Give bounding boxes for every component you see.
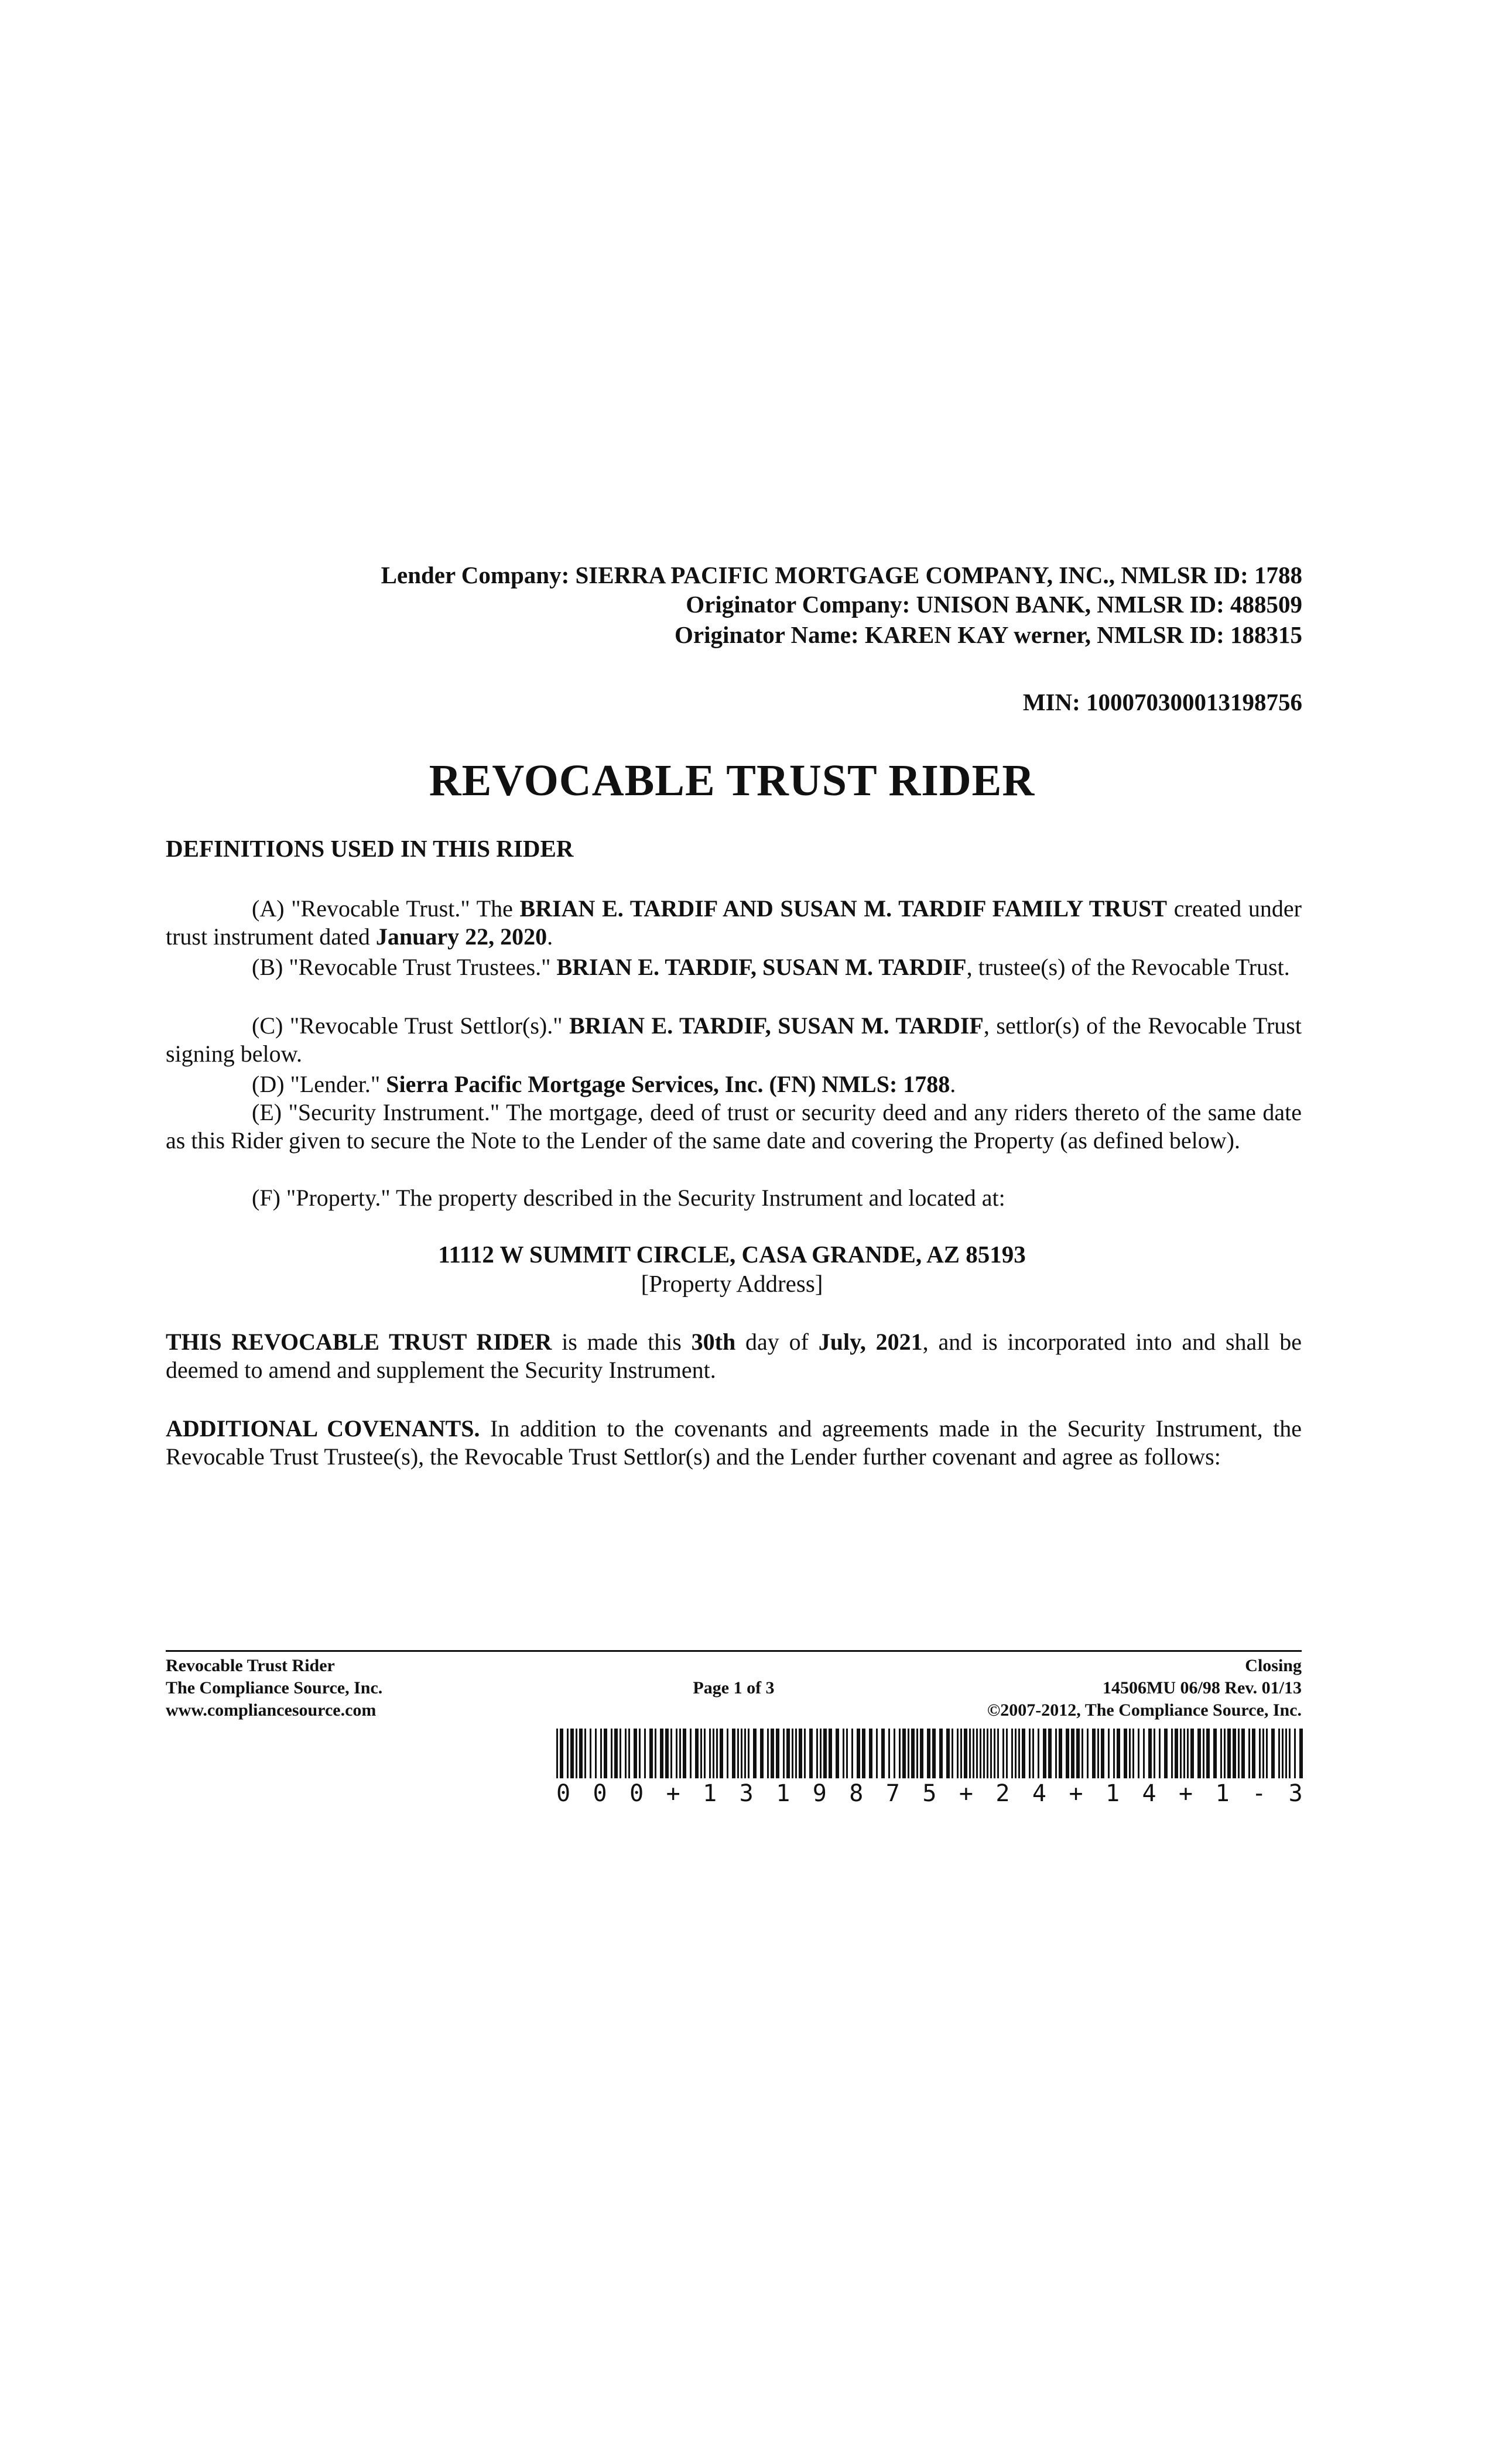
originator-company: Originator Company: UNISON BANK, NMLSR ID: 488509 (686, 591, 1302, 618)
barcode-bar (1022, 1729, 1025, 1778)
barcode-bar (709, 1729, 711, 1778)
barcode-digit: + (959, 1780, 973, 1807)
barcode-digit: + (1069, 1780, 1083, 1807)
barcode-bar (836, 1729, 839, 1778)
footer-website: www.compliancesource.com (166, 1700, 377, 1720)
trust-name: BRIAN E. TARDIF AND SUSAN M. TARDIF FAMILY TRUST (519, 895, 1168, 922)
barcode-bar (1108, 1729, 1110, 1778)
barcode-bar (1011, 1729, 1013, 1778)
barcode-bar (1252, 1729, 1255, 1778)
property-address: 11112 W SUMMIT CIRCLE, CASA GRANDE, AZ 85193 (438, 1241, 1026, 1268)
barcode-bar (869, 1729, 872, 1778)
barcode-digit: 0 (556, 1780, 571, 1807)
barcode-bar (1164, 1729, 1168, 1778)
barcode-bar (987, 1729, 988, 1778)
barcode-bar (920, 1729, 923, 1778)
barcode-bar (1187, 1729, 1189, 1778)
lender-company: Lender Company: SIERRA PACIFIC MORTGAGE COMPANY, INC., NMLSR ID: 1788 (381, 562, 1302, 588)
barcode-bar (767, 1729, 769, 1778)
barcode-bar (1282, 1729, 1284, 1778)
lender-name: Sierra Pacific Mortgage Services, Inc. (FN) NMLS: 1788 (386, 1071, 950, 1097)
barcode-digit: 7 (885, 1780, 900, 1807)
document-title: REVOCABLE TRUST RIDER (429, 756, 1035, 805)
barcode-bar (1203, 1729, 1204, 1778)
barcode-bar (1124, 1729, 1127, 1778)
barcode-bar (994, 1729, 995, 1778)
barcode-bar (980, 1729, 981, 1778)
barcode-bar (862, 1729, 865, 1778)
barcode-bar (737, 1729, 739, 1778)
barcode-bar (649, 1729, 653, 1778)
footer-rule (166, 1650, 1302, 1652)
barcode-bar (1092, 1729, 1096, 1778)
barcode-bar (1132, 1729, 1134, 1778)
barcode-bar (748, 1729, 750, 1778)
barcode-digit: 4 (1142, 1780, 1156, 1807)
barcode-bar (771, 1729, 774, 1778)
property-address-label: [Property Address] (641, 1270, 823, 1297)
barcode-bar (1015, 1729, 1017, 1778)
barcode-bar (567, 1729, 569, 1778)
min-number: MIN: 100070300013198756 (1022, 689, 1302, 716)
barcode-bar (1241, 1729, 1245, 1778)
definition-f: (F) "Property." The property described in the Security Instrument and located at: (252, 1185, 1005, 1211)
barcode-bar (1171, 1729, 1173, 1778)
barcode-bar (704, 1729, 706, 1778)
barcode-bar (1220, 1729, 1222, 1778)
barcode-bar (590, 1729, 591, 1778)
footer-form-code: 14506MU 06/98 Rev. 01/13 (1103, 1678, 1302, 1698)
definition-d (166, 1070, 1302, 1098)
barcode-bar (908, 1729, 909, 1778)
barcode-bar (1190, 1729, 1194, 1778)
barcode-bar (595, 1729, 597, 1778)
barcode-bar (809, 1729, 813, 1778)
trust-date: January 22, 2020 (375, 923, 547, 950)
barcode-bar (973, 1729, 974, 1778)
barcode-bar (804, 1729, 806, 1778)
definition-d-post: . (950, 1071, 956, 1097)
barcode-bar (957, 1729, 959, 1778)
definition-a-mid: created under trust instrument dated (166, 895, 1302, 950)
page-footer (166, 1655, 1302, 1722)
barcode-bar (1262, 1729, 1264, 1778)
barcode-bar (1294, 1729, 1296, 1778)
barcode-bar (665, 1729, 669, 1778)
barcode-bar (614, 1729, 618, 1778)
definition-c (166, 1012, 1302, 1068)
barcode-bar (679, 1729, 681, 1778)
barcode-bar (783, 1729, 785, 1778)
covenants-heading: ADDITIONAL COVENANTS. (166, 1415, 480, 1442)
barcode-bar (1006, 1729, 1008, 1778)
rider-text-2: day of (735, 1329, 819, 1355)
barcode-bar (556, 1729, 558, 1778)
barcode-bar (1113, 1729, 1115, 1778)
barcode-bar (1278, 1729, 1280, 1778)
barcode-bar (1299, 1729, 1303, 1778)
barcode-digit: 3 (1288, 1780, 1303, 1807)
originator-name: Originator Name: KAREN KAY werner, NMLSR ID: 188315 (674, 621, 1302, 648)
barcode-bar (857, 1729, 860, 1778)
barcode-digit: 3 (739, 1780, 754, 1807)
definition-b-pre: (B) "Revocable Trust Trustees." (252, 954, 557, 980)
barcode-digit: 8 (849, 1780, 864, 1807)
barcode-digit: 1 (776, 1780, 790, 1807)
barcode-bar (690, 1729, 692, 1778)
definition-c-pre: (C) "Revocable Trust Settlor(s)." (252, 1012, 570, 1039)
barcode-bar (932, 1729, 936, 1778)
barcode-bar (716, 1729, 718, 1778)
barcode-bar (1082, 1729, 1083, 1778)
barcode-bar (720, 1729, 723, 1778)
barcode-digit: - (1252, 1780, 1267, 1807)
barcode-bar (964, 1729, 967, 1778)
barcode-bar (1018, 1729, 1020, 1778)
definitions-heading: DEFINITIONS USED IN THIS RIDER (166, 835, 574, 862)
barcode-bar (744, 1729, 746, 1778)
barcode-bar (902, 1729, 906, 1778)
barcode-bar (628, 1729, 630, 1778)
definition-d-pre: (D) "Lender." (252, 1071, 386, 1097)
barcode-bar (795, 1729, 797, 1778)
barcode-bar (760, 1729, 764, 1778)
additional-covenants (166, 1415, 1302, 1471)
barcode-bar (604, 1729, 607, 1778)
footer-company: The Compliance Source, Inc. (166, 1678, 383, 1698)
trustee-names: BRIAN E. TARDIF, SUSAN M. TARDIF (556, 954, 967, 980)
barcode-bar (1175, 1729, 1178, 1778)
barcode-bar (1259, 1729, 1261, 1778)
barcode-bar (786, 1729, 790, 1778)
barcode-digits (556, 1780, 1303, 1807)
barcode-bar (1048, 1729, 1052, 1778)
definition-c-post: , settlor(s) of the Revocable Trust signing below. (166, 1012, 1302, 1067)
barcode-bar (1087, 1729, 1089, 1778)
barcode-bar (727, 1729, 728, 1778)
barcode-bar (576, 1729, 577, 1778)
definition-a-post: . (547, 923, 553, 950)
covenants-text: In addition to the covenants and agreements made in the Security Instrument, the Revocable Trust Trustee(s), the Revocable Trust Settlor(s) and the Lender further covenant and agree as follows: (166, 1415, 1302, 1470)
barcode-bar (1038, 1729, 1039, 1778)
barcode-bar (952, 1729, 953, 1778)
barcode-bar (876, 1729, 878, 1778)
barcode-bar (670, 1729, 672, 1778)
barcode-bar (570, 1729, 574, 1778)
barcode-bar (1183, 1729, 1185, 1778)
settlor-names: BRIAN E. TARDIF, SUSAN M. TARDIF (569, 1012, 984, 1039)
page-number: Page 1 of 3 (693, 1678, 775, 1698)
barcode-bar (927, 1729, 930, 1778)
barcode-bar (1271, 1729, 1275, 1778)
barcode-bar (1266, 1729, 1268, 1778)
barcode-bar (997, 1729, 999, 1778)
barcode-bar (1180, 1729, 1182, 1778)
barcode-bar (946, 1729, 950, 1778)
barcode-bar (695, 1729, 699, 1778)
barcode-bar (1043, 1729, 1046, 1778)
barcode-bar (976, 1729, 978, 1778)
barcode-bar (816, 1729, 818, 1778)
barcode-bar (969, 1729, 971, 1778)
barcode-bar (916, 1729, 918, 1778)
barcode-bar (741, 1729, 742, 1778)
barcode-bar (1071, 1729, 1074, 1778)
barcode-bar (611, 1729, 612, 1778)
barcode-digit: + (666, 1780, 680, 1807)
rider-text-3: , and is incorporated into and shall be deemed to amend and supplement the Security Instrument. (166, 1329, 1302, 1383)
definition-b (166, 953, 1302, 981)
barcode-bar (1285, 1729, 1287, 1778)
footer-copyright: ©2007-2012, The Compliance Source, Inc. (987, 1700, 1302, 1720)
rider-name: THIS REVOCABLE TRUST RIDER (166, 1329, 552, 1355)
barcode-bar (700, 1729, 702, 1778)
barcode-bar (799, 1729, 802, 1778)
barcode-bar (843, 1729, 844, 1778)
rider-statement (166, 1328, 1302, 1384)
barcode-bar (620, 1729, 621, 1778)
barcode-bar (1117, 1729, 1120, 1778)
barcode-bar (1002, 1729, 1004, 1778)
definition-a (166, 895, 1302, 951)
barcode-bar (1138, 1729, 1139, 1778)
barcode-bar (820, 1729, 822, 1778)
barcode-bar (792, 1729, 793, 1778)
barcode-bar (1154, 1729, 1155, 1778)
barcode-bar (655, 1729, 656, 1778)
barcode (556, 1729, 1303, 1778)
barcode-bar (823, 1729, 827, 1778)
barcode-bar (881, 1729, 885, 1778)
barcode-bar (1148, 1729, 1152, 1778)
barcode-bar (1197, 1729, 1201, 1778)
barcode-bar (644, 1729, 646, 1778)
rider-month-year: July, 2021 (818, 1329, 923, 1355)
barcode-bar (851, 1729, 853, 1778)
barcode-bar (560, 1729, 563, 1778)
barcode-digit: + (1179, 1780, 1193, 1807)
barcode-bar (732, 1729, 735, 1778)
barcode-bar (1055, 1729, 1057, 1778)
barcode-digit: 4 (1032, 1780, 1046, 1807)
barcode-bar (676, 1729, 677, 1778)
barcode-bar (1129, 1729, 1131, 1778)
rider-day: 30th (691, 1329, 736, 1355)
barcode-bar (584, 1729, 586, 1778)
barcode-bar (1289, 1729, 1291, 1778)
barcode-bar (1143, 1729, 1145, 1778)
barcode-bar (1032, 1729, 1034, 1778)
barcode-bar (1248, 1729, 1250, 1778)
barcode-bar (625, 1729, 627, 1778)
barcode-bar (960, 1729, 962, 1778)
definition-a-pre: (A) "Revocable Trust." The (252, 895, 520, 922)
barcode-digit: 2 (995, 1780, 1010, 1807)
barcode-bar (829, 1729, 832, 1778)
barcode-bar (683, 1729, 686, 1778)
barcode-digit: 0 (629, 1780, 644, 1807)
rider-text-1: is made this (552, 1329, 692, 1355)
barcode-bar (1066, 1729, 1069, 1778)
barcode-bar (1059, 1729, 1062, 1778)
barcode-bar (888, 1729, 890, 1778)
barcode-digit: 1 (703, 1780, 717, 1807)
barcode-bar (639, 1729, 641, 1778)
barcode-bar (1159, 1729, 1161, 1778)
barcode-bar (846, 1729, 848, 1778)
barcode-digit: 0 (593, 1780, 607, 1807)
barcode-digit: 5 (922, 1780, 937, 1807)
barcode-bar (894, 1729, 895, 1778)
definition-e: (E) "Security Instrument." The mortgage, deed of trust or security deed and any riders thereto of the same date as this Rider given to secure the Note to the Lender of the same date and covering the Property (as defined below). (166, 1099, 1302, 1154)
barcode-bar (911, 1729, 915, 1778)
footer-form-name: Revocable Trust Rider (166, 1656, 335, 1675)
barcode-digit: 9 (812, 1780, 827, 1807)
barcode-bar (899, 1729, 901, 1778)
barcode-bar (1224, 1729, 1226, 1778)
definition-b-post: , trustee(s) of the Revocable Trust. (966, 954, 1290, 980)
barcode-bar (1029, 1729, 1031, 1778)
barcode-bar (1227, 1729, 1231, 1778)
barcode-bar (1206, 1729, 1210, 1778)
barcode-bar (1238, 1729, 1240, 1778)
barcode-bar (600, 1729, 602, 1778)
barcode-bar (660, 1729, 663, 1778)
barcode-bar (939, 1729, 943, 1778)
barcode-bar (634, 1729, 637, 1778)
barcode-bar (1233, 1729, 1236, 1778)
barcode-bar (990, 1729, 992, 1778)
barcode-digit: 1 (1105, 1780, 1120, 1807)
barcode-bar (1213, 1729, 1217, 1778)
footer-closing: Closing (1245, 1656, 1302, 1675)
barcode-digit: 1 (1215, 1780, 1230, 1807)
barcode-bar (1097, 1729, 1099, 1778)
barcode-bar (1076, 1729, 1080, 1778)
barcode-bar (983, 1729, 985, 1778)
barcode-bar (776, 1729, 779, 1778)
barcode-bar (713, 1729, 714, 1778)
barcode-bar (1101, 1729, 1104, 1778)
barcode-bar (579, 1729, 583, 1778)
barcode-bar (753, 1729, 757, 1778)
